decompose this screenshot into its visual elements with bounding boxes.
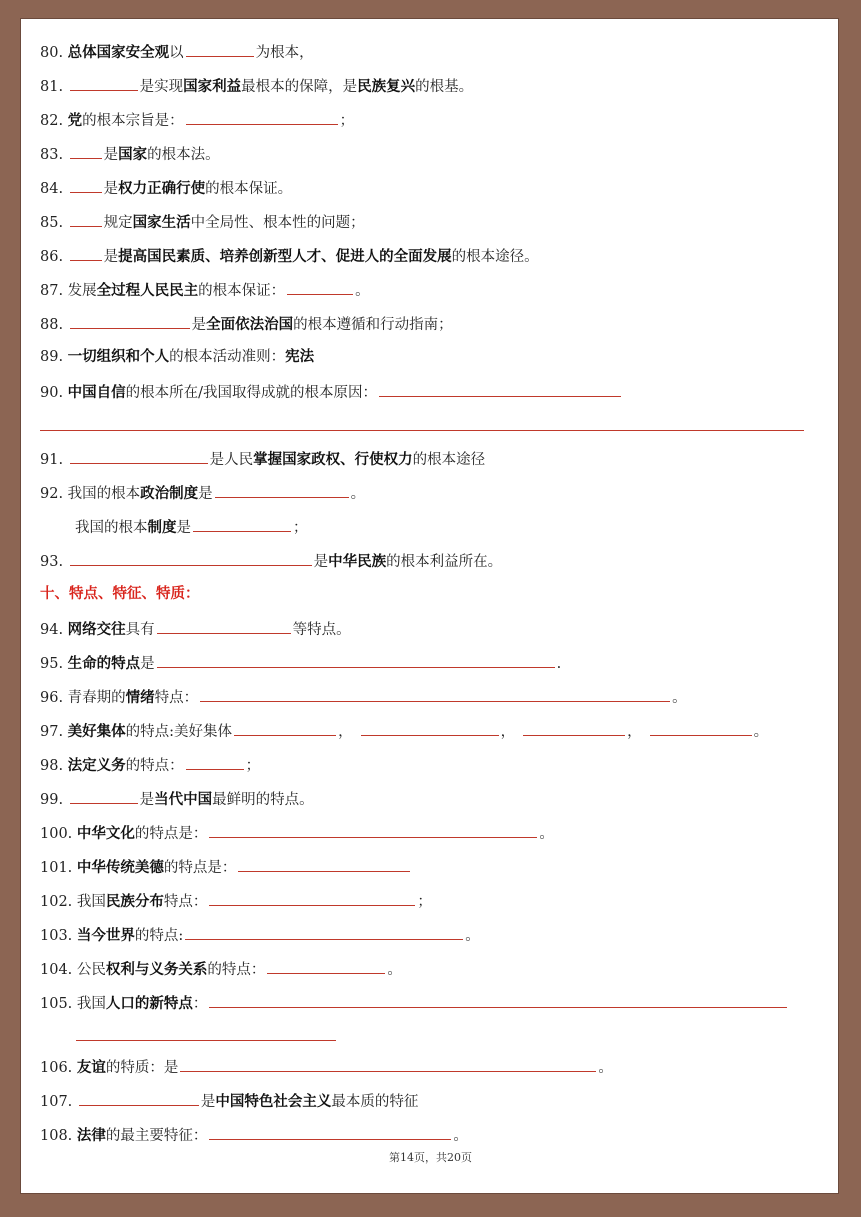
blank-field[interactable] [215,480,349,498]
item-81: 81. 是实现国家利益最根本的保障，是民族复兴的根基。 [40,73,473,97]
blank-field[interactable] [267,956,385,974]
blank-field[interactable] [70,548,312,566]
blank-field[interactable] [209,990,787,1008]
item-91: 91. 是人民掌握国家政权、行使权力的根本途径 [40,446,485,470]
blank-field[interactable] [79,1088,199,1106]
item-83: 83. 是国家的根本法。 [40,141,220,165]
blank-field[interactable] [650,718,752,736]
blank-field[interactable] [193,514,291,532]
blank-field[interactable] [70,209,102,227]
item-84: 84. 是权力正确行使的根本保证。 [40,175,292,199]
blank-field[interactable] [180,1054,596,1072]
blank-field[interactable] [70,243,102,261]
blank-field[interactable] [186,752,244,770]
blank-field[interactable] [157,616,291,634]
item-94: 94. 网络交往具有 等特点。 [40,616,351,640]
item-86: 86. 是提高国民素质、培养创新型人才、促进人的全面发展的根本途径。 [40,243,539,267]
blank-field[interactable] [238,854,410,872]
item-98: 98. 法定义务的特点： ； [40,752,260,776]
item-100: 100. 中华文化的特点是： 。 [40,820,554,844]
blank-field[interactable] [186,107,338,125]
item-104: 104. 公民权利与义务关系的特点： 。 [40,956,402,980]
item-95: 95. 生命的特点是 . [40,650,561,674]
answer-line[interactable] [76,1040,336,1041]
item-96: 96. 青春期的情绪特点： 。 [40,684,687,708]
item-107: 107. 是中国特色社会主义最本质的特征 [40,1088,418,1112]
item-88: 88. 是全面依法治国的根本遵循和行动指南； [40,311,453,335]
page-footer: 第14页，共20页 [389,1151,472,1164]
item-108: 108. 法律的最主要特征： 。 [40,1122,468,1146]
blank-field[interactable] [209,1122,451,1140]
blank-field[interactable] [379,379,621,397]
item-93: 93. 是中华民族的根本利益所在。 [40,548,502,572]
item-89: 89. 一切组织和个人的根本活动准则：宪法 [40,348,315,365]
blank-field[interactable] [70,446,208,464]
blank-field[interactable] [287,277,353,295]
blank-field[interactable] [361,718,499,736]
blank-field[interactable] [70,175,102,193]
blank-field[interactable] [523,718,625,736]
item-103: 103. 当今世界的特点: 。 [40,922,480,946]
answer-line[interactable] [40,430,804,431]
item-106: 106. 友谊的特质：是 。 [40,1054,613,1078]
item-80: 80. 总体国家安全观以 为根本， [40,39,314,63]
blank-field[interactable] [70,311,190,329]
item-85: 85. 规定国家生活中全局性、根本性的问题； [40,209,365,233]
item-92-b: 我国的根本制度是 ； [40,514,308,538]
item-105: 105. 我国人口的新特点： [40,990,789,1014]
section-heading: 十、特点、特征、特质： [40,585,200,602]
blank-field[interactable] [185,922,463,940]
item-99: 99. 是当代中国最鲜明的特点。 [40,786,314,810]
item-87: 87. 发展全过程人民民主的根本保证： 。 [40,277,370,301]
blank-field[interactable] [209,820,537,838]
blank-field[interactable] [200,684,670,702]
item-82: 82. 党的根本宗旨是： ； [40,107,354,131]
blank-field[interactable] [234,718,336,736]
blank-field[interactable] [157,650,555,668]
blank-field[interactable] [70,786,138,804]
blank-field[interactable] [209,888,415,906]
blank-field[interactable] [186,39,254,57]
blank-field[interactable] [70,73,138,91]
item-97: 97. 美好集体的特点:美好集体 ， ， ， 。 [40,718,768,742]
blank-field[interactable] [70,141,102,159]
item-102: 102. 我国民族分布特点： ； [40,888,432,912]
item-101: 101. 中华传统美德的特点是： [40,854,412,878]
item-90: 90. 中国自信的根本所在/我国取得成就的根本原因： [40,379,623,403]
item-92: 92. 我国的根本政治制度是 。 [40,480,365,504]
